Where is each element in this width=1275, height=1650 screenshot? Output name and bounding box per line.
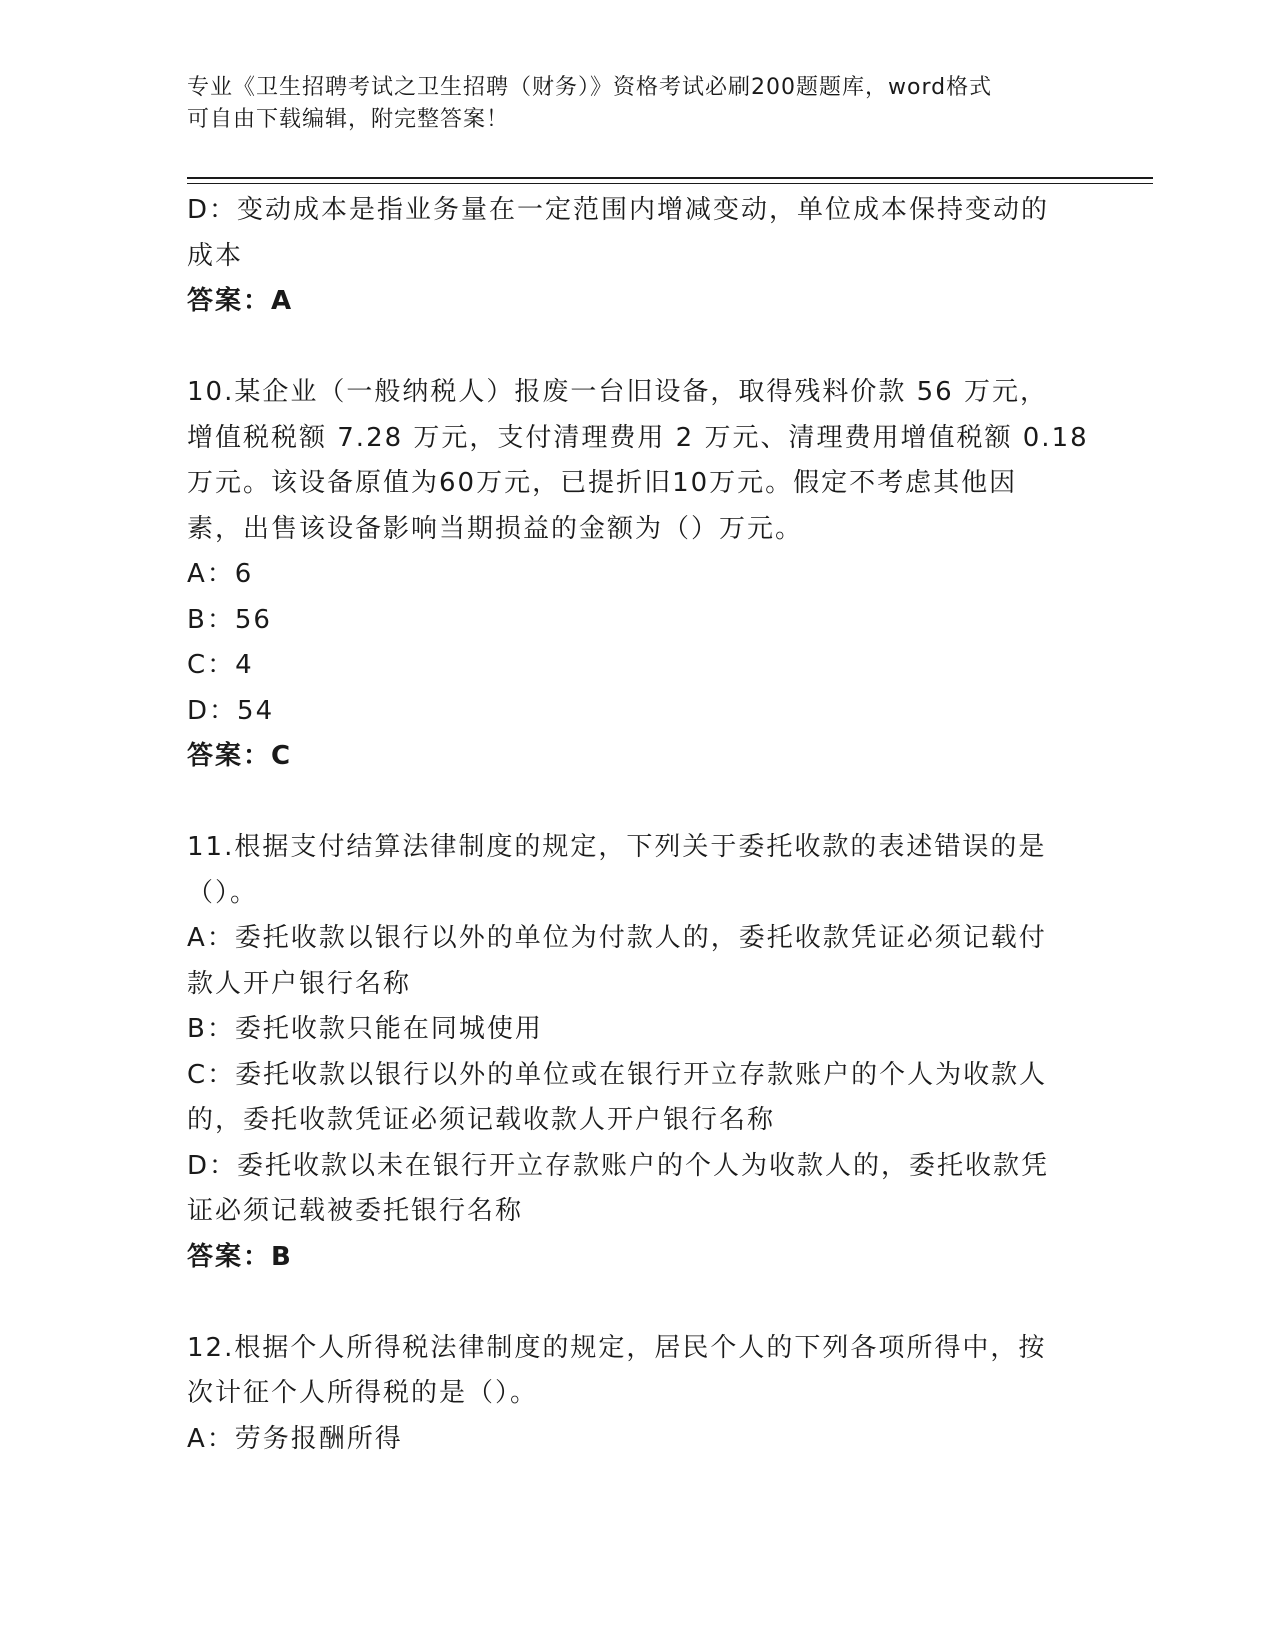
option-a: A：6 [187,559,254,589]
answer-label: 答案：C [187,741,293,771]
option-d: D：54 [187,695,275,726]
question-content [187,188,1087,1462]
option-c-line-1: C：委托收款以银行以外的单位或在银行开立存款账户的个人为收款人 [187,1059,1048,1090]
header-title-line-1: 专业《卫生招聘考试之卫生招聘（财务）》资格考试必刷200题题库，word格式 [187,75,993,100]
option-c-line-2: 的，委托收款凭证必须记载收款人开户银行名称 [187,1105,776,1135]
header-divider-thin [187,183,1153,184]
question-10 [187,370,1087,780]
question-stem-line-2: 次计征个人所得税的是（）。 [187,1378,539,1408]
question-stem-line-1: 12.根据个人所得税法律制度的规定，居民个人的下列各项所得中，按 [187,1332,1047,1363]
spacer [187,780,1087,826]
question-stem-line-3: 万元。该设备原值为60万元，已提折旧10万元。假定不考虑其他因 [187,468,1018,498]
question-stem-line-1: 10.某企业（一般纳税人）报废一台旧设备，取得残料价款 56 万元， [187,377,1048,407]
previous-question-tail [187,188,1087,325]
header-divider-thick [187,177,1153,179]
option-d-line-1: D：委托收款以未在银行开立存款账户的个人为收款人的，委托收款凭 [187,1150,1050,1181]
spacer [187,1280,1087,1326]
option-a-line-1: A：委托收款以银行以外的单位为付款人的，委托收款凭证必须记载付 [187,923,1047,953]
question-stem-line-2: 增值税税额 7.28 万元，支付清理费用 2 万元、清理费用增值税额 0.18 [187,422,1089,453]
option-b: B：56 [187,604,272,635]
question-12 [187,1326,1087,1463]
option-a-line-2: 款人开户银行名称 [187,968,412,999]
option-b: B：委托收款只能在同城使用 [187,1014,543,1044]
header-title-line-2: 可自由下载编辑，附完整答案！ [187,107,510,132]
option-d-line-2: 证必须记载被委托银行名称 [187,1196,524,1226]
document-header [187,72,1067,136]
option-a: A：劳务报酬所得 [187,1423,403,1454]
answer-label: 答案：B [187,1241,293,1272]
option-c: C：4 [187,650,254,680]
question-stem-line-2: （）。 [187,877,259,908]
answer-label: 答案：A [187,286,294,316]
question-11 [187,825,1087,1280]
spacer [187,325,1087,371]
question-stem-line-1: 11.根据支付结算法律制度的规定，下列关于委托收款的表述错误的是 [187,832,1047,862]
option-d-line-2: 成本 [187,240,244,271]
option-d-line-1: D：变动成本是指业务量在一定范围内增减变动，单位成本保持变动的 [187,195,1050,225]
question-stem-line-4: 素，出售该设备影响当期损益的金额为（）万元。 [187,513,804,544]
